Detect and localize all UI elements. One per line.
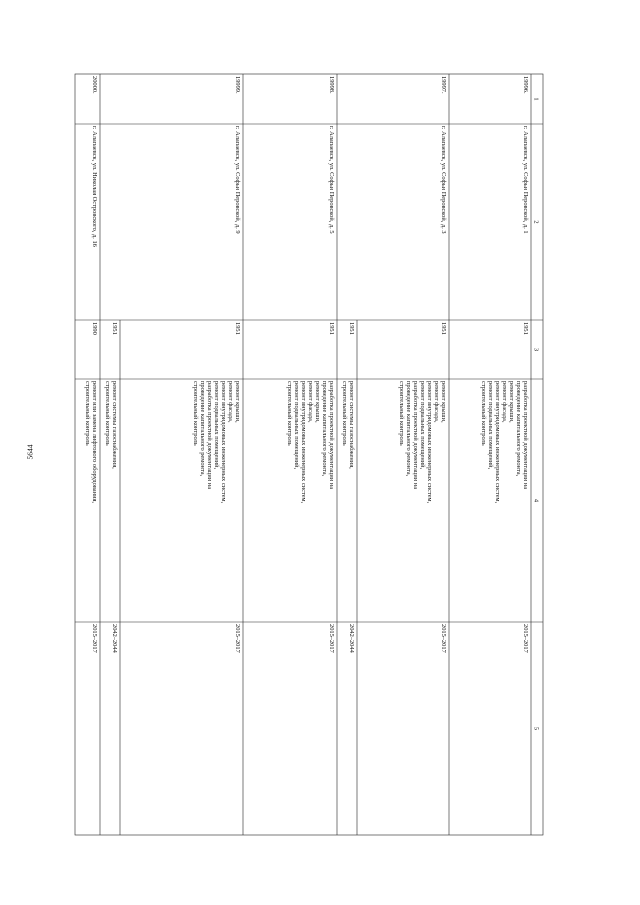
build-year: 1951: [440, 322, 447, 335]
page-number: 5644: [25, 444, 35, 460]
work-item: строительный контроль: [192, 381, 199, 446]
work-item: проведение капитального ремонта,: [321, 381, 328, 477]
work-item: строительный контроль: [398, 381, 405, 446]
repair-period: 2042–2044: [348, 624, 355, 653]
build-year: 1951: [234, 322, 241, 335]
address: г. Алапаевск, ул. Софьи Перовской, д. 1: [522, 126, 529, 234]
work-item: ремонт фасада,: [227, 381, 234, 423]
work-item: ремонт подвальных помещений,: [293, 381, 300, 470]
column-header-1: 1: [532, 97, 540, 101]
table-row: [286, 76, 335, 654]
row-number: 19998.: [328, 76, 335, 94]
work-item: ремонт крыши,: [314, 381, 321, 423]
work-item: строительный контроль: [341, 381, 348, 446]
work-item: проведение капитального ремонта,: [515, 381, 522, 477]
work-item: ремонт системы газоснабжения,: [111, 381, 118, 469]
registry-table-body: [75, 74, 543, 835]
build-year: 1951: [522, 322, 529, 335]
work-item: разработка проектной документации на: [412, 381, 419, 490]
work-item: ремонт подвальных помещений,: [419, 381, 426, 470]
work-item: ремонт внутридомовых инженерных систем,: [220, 381, 227, 504]
row-number: 19997.: [440, 76, 447, 94]
work-item: строительный контроль: [84, 381, 91, 446]
work-item: ремонт фасада,: [307, 381, 314, 423]
work-item: разработка проектной документации на: [328, 381, 335, 490]
table-frame: [75, 74, 543, 835]
work-item: ремонт подвальных помещений,: [487, 381, 494, 470]
repair-period: 2015–2017: [440, 624, 447, 653]
build-year: 1951: [111, 322, 118, 335]
column-header-3: 3: [532, 347, 540, 352]
repair-period: 2015–2017: [234, 624, 241, 653]
build-year: 1951: [348, 322, 355, 335]
table-row: [104, 76, 241, 654]
address: г. Алапаевск, ул. Софьи Перовской, д. 9: [234, 126, 241, 234]
work-item: ремонт фасада,: [501, 381, 508, 423]
column-header-4: 4: [532, 498, 540, 503]
address: г. Алапаевск, ул. Софьи Перовской, д. 3: [440, 126, 447, 234]
work-item: проведение капитального ремонта,: [199, 381, 206, 477]
work-item: разработка проектной документации на: [522, 381, 529, 490]
work-item: ремонт крыши,: [234, 381, 241, 423]
work-item: ремонт или замена лифтового оборудования,: [91, 381, 98, 504]
work-item: проведение капитального ремонта,: [405, 381, 412, 477]
address: г. Алапаевск, ул. Николая Островского, д. 16: [91, 126, 98, 247]
work-item: ремонт фасада,: [433, 381, 440, 423]
column-header-5: 5: [532, 726, 540, 731]
work-item: ремонт крыши,: [508, 381, 515, 423]
work-item: строительный контроль: [286, 381, 293, 446]
work-item: ремонт системы газоснабжения,: [348, 381, 355, 469]
work-item: ремонт внутридомовых инженерных систем,: [300, 381, 307, 504]
work-item: строительный контроль: [104, 381, 111, 446]
row-number: 19996.: [522, 76, 529, 94]
build-year: 1990: [91, 322, 98, 335]
table-row: [480, 76, 529, 654]
table-row: [84, 76, 98, 654]
row-number: 19999.: [234, 76, 241, 94]
repair-period: 2015–2017: [522, 624, 529, 653]
repair-period: 2042–2044: [111, 624, 118, 653]
repair-period: 2015–2017: [91, 624, 98, 653]
address: г. Алапаевск, ул. Софьи Перовской, д. 5: [328, 126, 335, 234]
work-item: строительный контроль: [480, 381, 487, 446]
work-item: ремонт внутридомовых инженерных систем,: [426, 381, 433, 504]
work-item: ремонт внутридомовых инженерных систем,: [494, 381, 501, 504]
row-number: 20000.: [91, 76, 98, 94]
work-item: разработка проектной документации на: [206, 381, 213, 490]
column-header-2: 2: [532, 220, 540, 224]
build-year: 1951: [328, 322, 335, 335]
repair-period: 2015–2017: [328, 624, 335, 653]
work-item: ремонт крыши,: [440, 381, 447, 423]
work-item: ремонт подвальных помещений,: [213, 381, 220, 470]
